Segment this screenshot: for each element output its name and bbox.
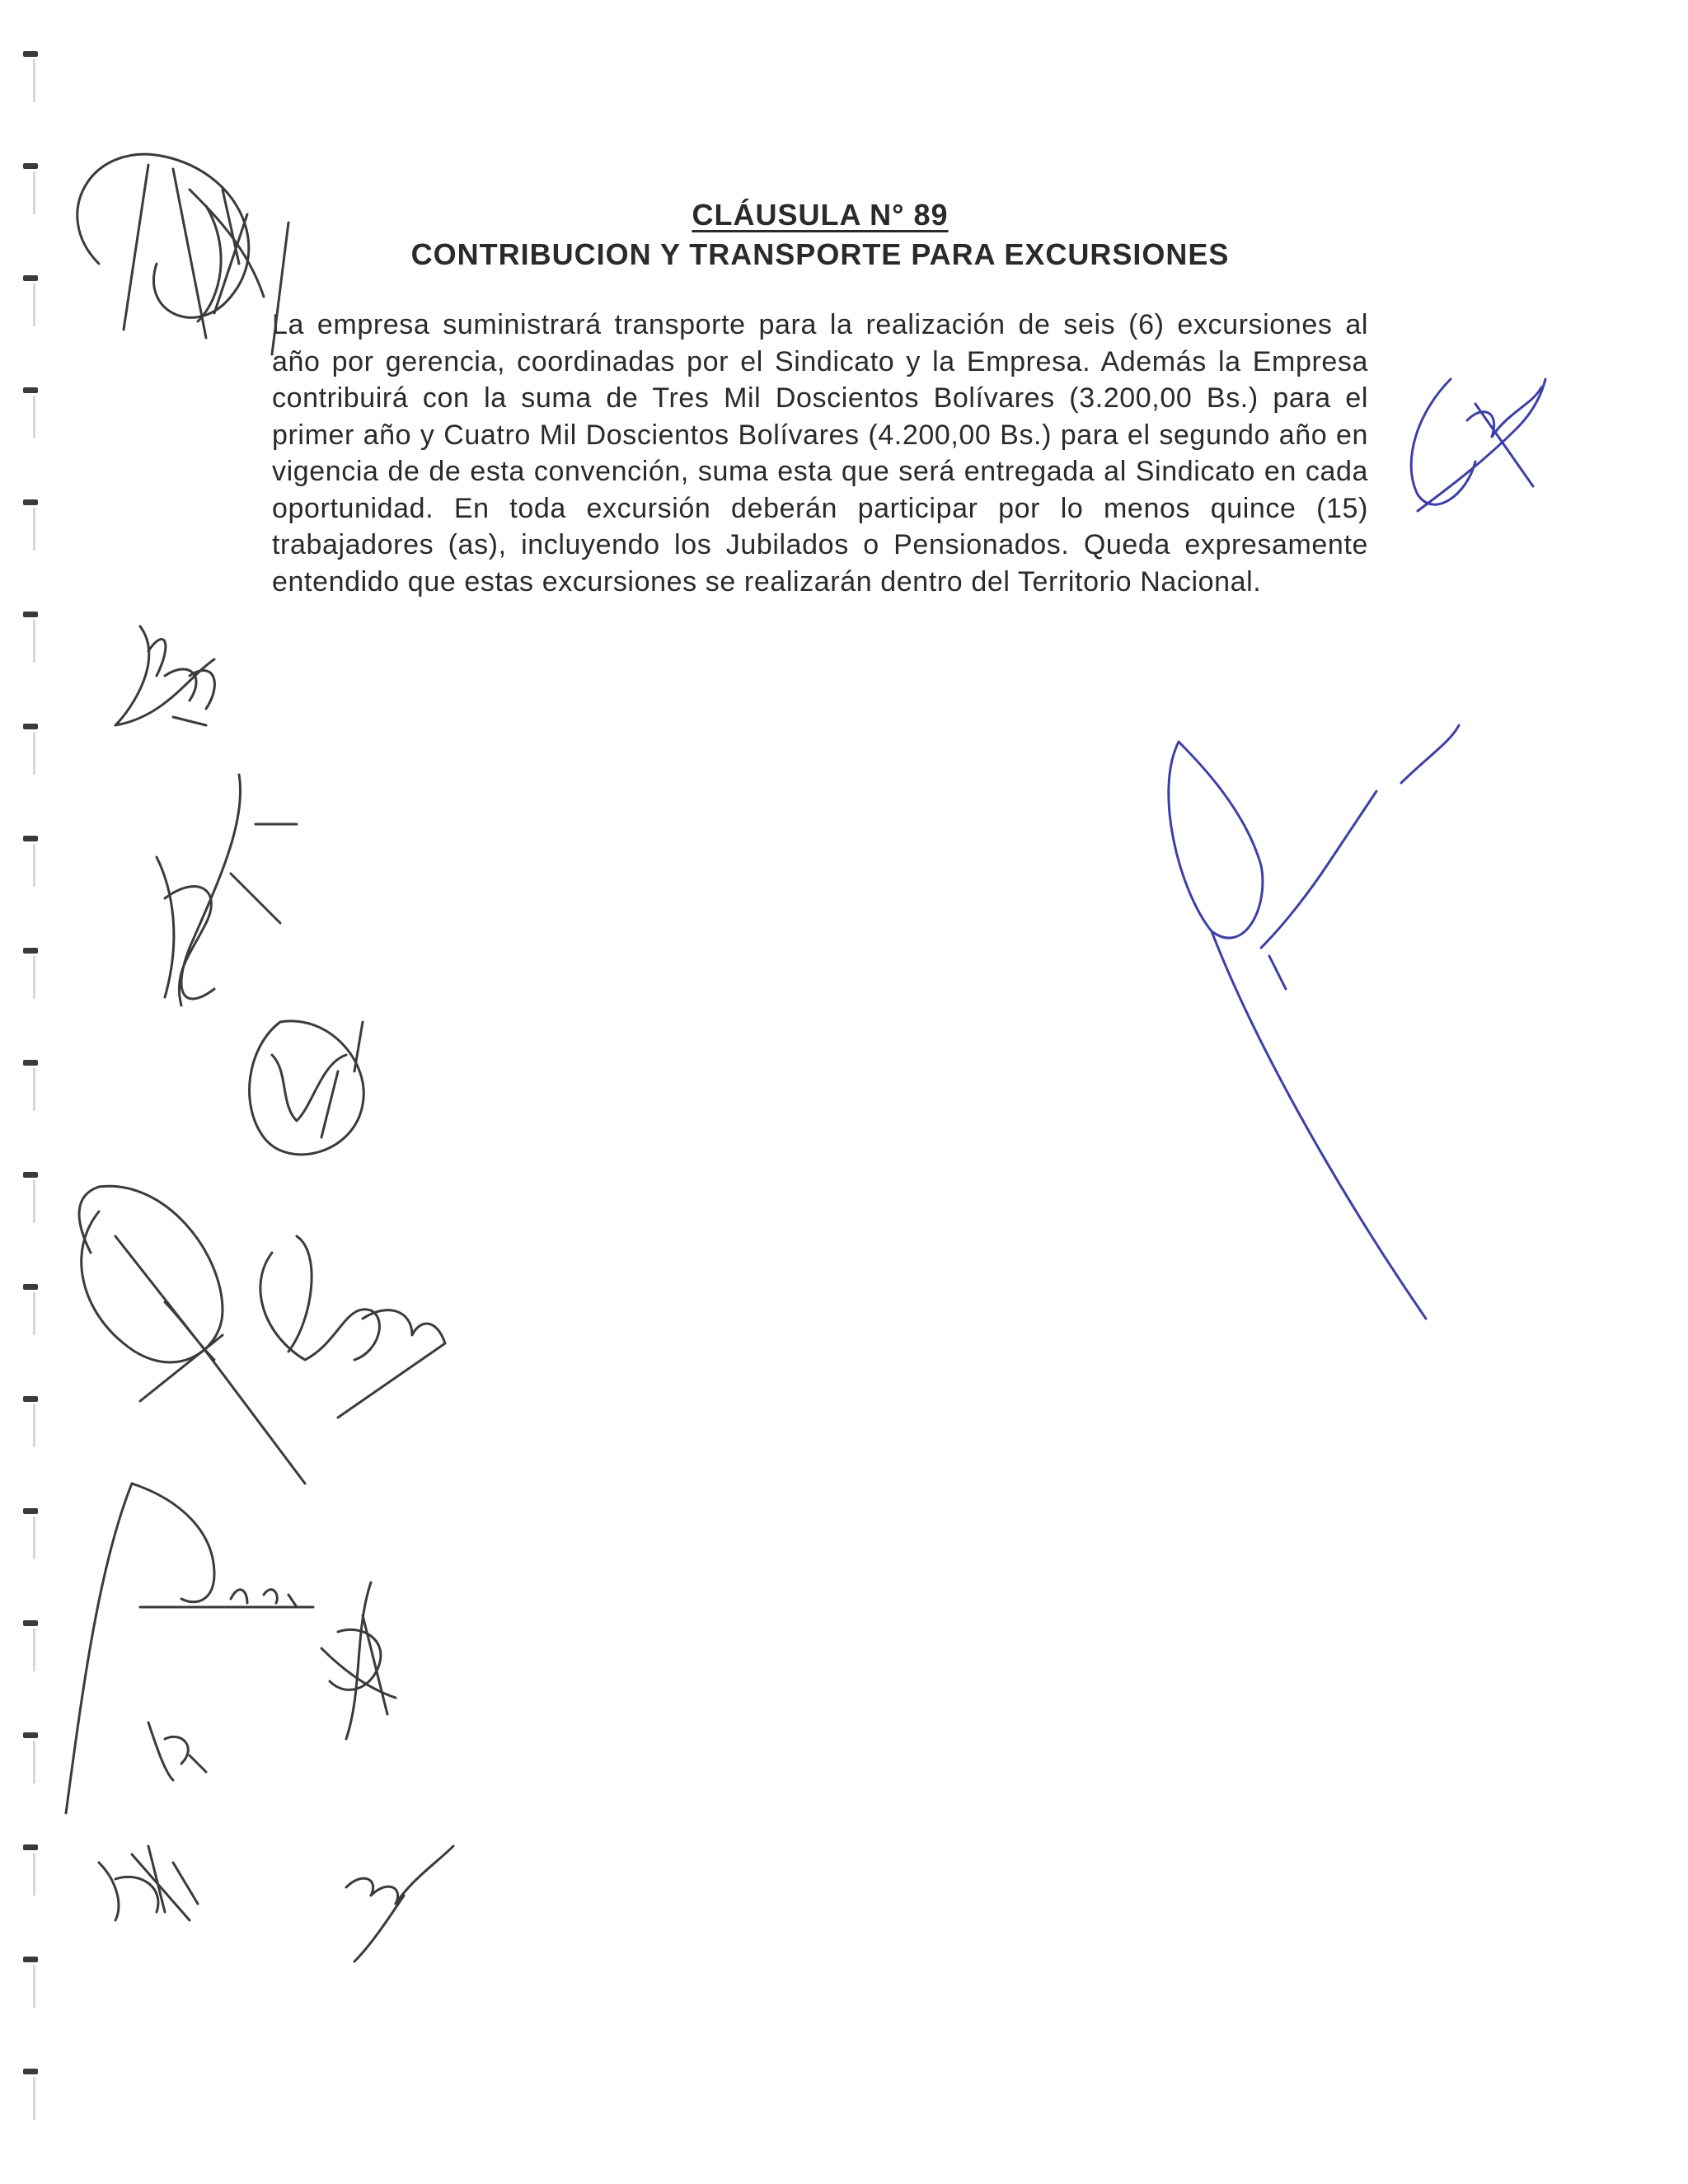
margin-mark — [23, 612, 38, 669]
margin-mark — [23, 724, 38, 781]
clause-title — [272, 198, 1368, 232]
handwritten-signature — [260, 1236, 445, 1418]
handwritten-signature — [99, 1846, 198, 1920]
margin-mark — [23, 1957, 38, 2014]
handwritten-signature — [77, 154, 288, 354]
handwritten-signature — [157, 775, 297, 1005]
clause-title-text: CLÁUSULA N° 89 — [692, 198, 949, 232]
margin-mark — [23, 1284, 38, 1342]
margin-mark — [23, 1396, 38, 1454]
margin-mark — [23, 948, 38, 1005]
margin-mark — [23, 1844, 38, 1902]
margin-mark — [23, 2069, 38, 2126]
handwritten-signature — [321, 1582, 396, 1739]
clause-subtitle: CONTRIBUCION Y TRANSPORTE PARA EXCURSIONES — [410, 237, 1230, 271]
clause-body: La empresa suministrará transporte para la realización de seis (6) excursiones al año por gerencia, coordinadas por el Sindicato y la Empresa. Además la Empresa contribuirá con la suma de Tres Mil Doscientos Bolívares (3.200,00 Bs.) para el primer año y Cuatro Mil Doscientos Bolívares (4.200,00 Bs.) para el segundo año en vigencia de de esta convención, suma esta que será entregada al Sindicato en cada oportunidad. En toda excursión deberán participar por lo menos quince (15) trabajadores (as), incluyendo los Jubilados o Pensionados. Queda expresamente entendido que estas excursiones se realizarán dentro del Territorio Nacional. — [272, 309, 1368, 598]
margin-mark — [23, 51, 38, 109]
margin-mark — [23, 836, 38, 893]
handwritten-signature — [79, 1186, 305, 1483]
margin-mark — [23, 1732, 38, 1790]
margin-mark — [23, 1620, 38, 1678]
handwritten-signature — [66, 1483, 313, 1813]
margin-mark — [23, 1172, 38, 1230]
handwritten-signature — [1169, 725, 1459, 1319]
margin-mark — [23, 275, 38, 333]
handwritten-signature — [346, 1846, 453, 1961]
binder-margin-marks — [23, 0, 56, 2184]
margin-mark — [23, 499, 38, 557]
handwritten-signature — [115, 626, 214, 725]
handwritten-signature — [1411, 379, 1545, 511]
handwritten-signature — [148, 1722, 206, 1780]
margin-mark — [23, 1508, 38, 1566]
margin-mark — [23, 163, 38, 221]
margin-mark — [23, 387, 38, 445]
handwritten-signature — [250, 1021, 364, 1155]
margin-mark — [23, 1060, 38, 1118]
